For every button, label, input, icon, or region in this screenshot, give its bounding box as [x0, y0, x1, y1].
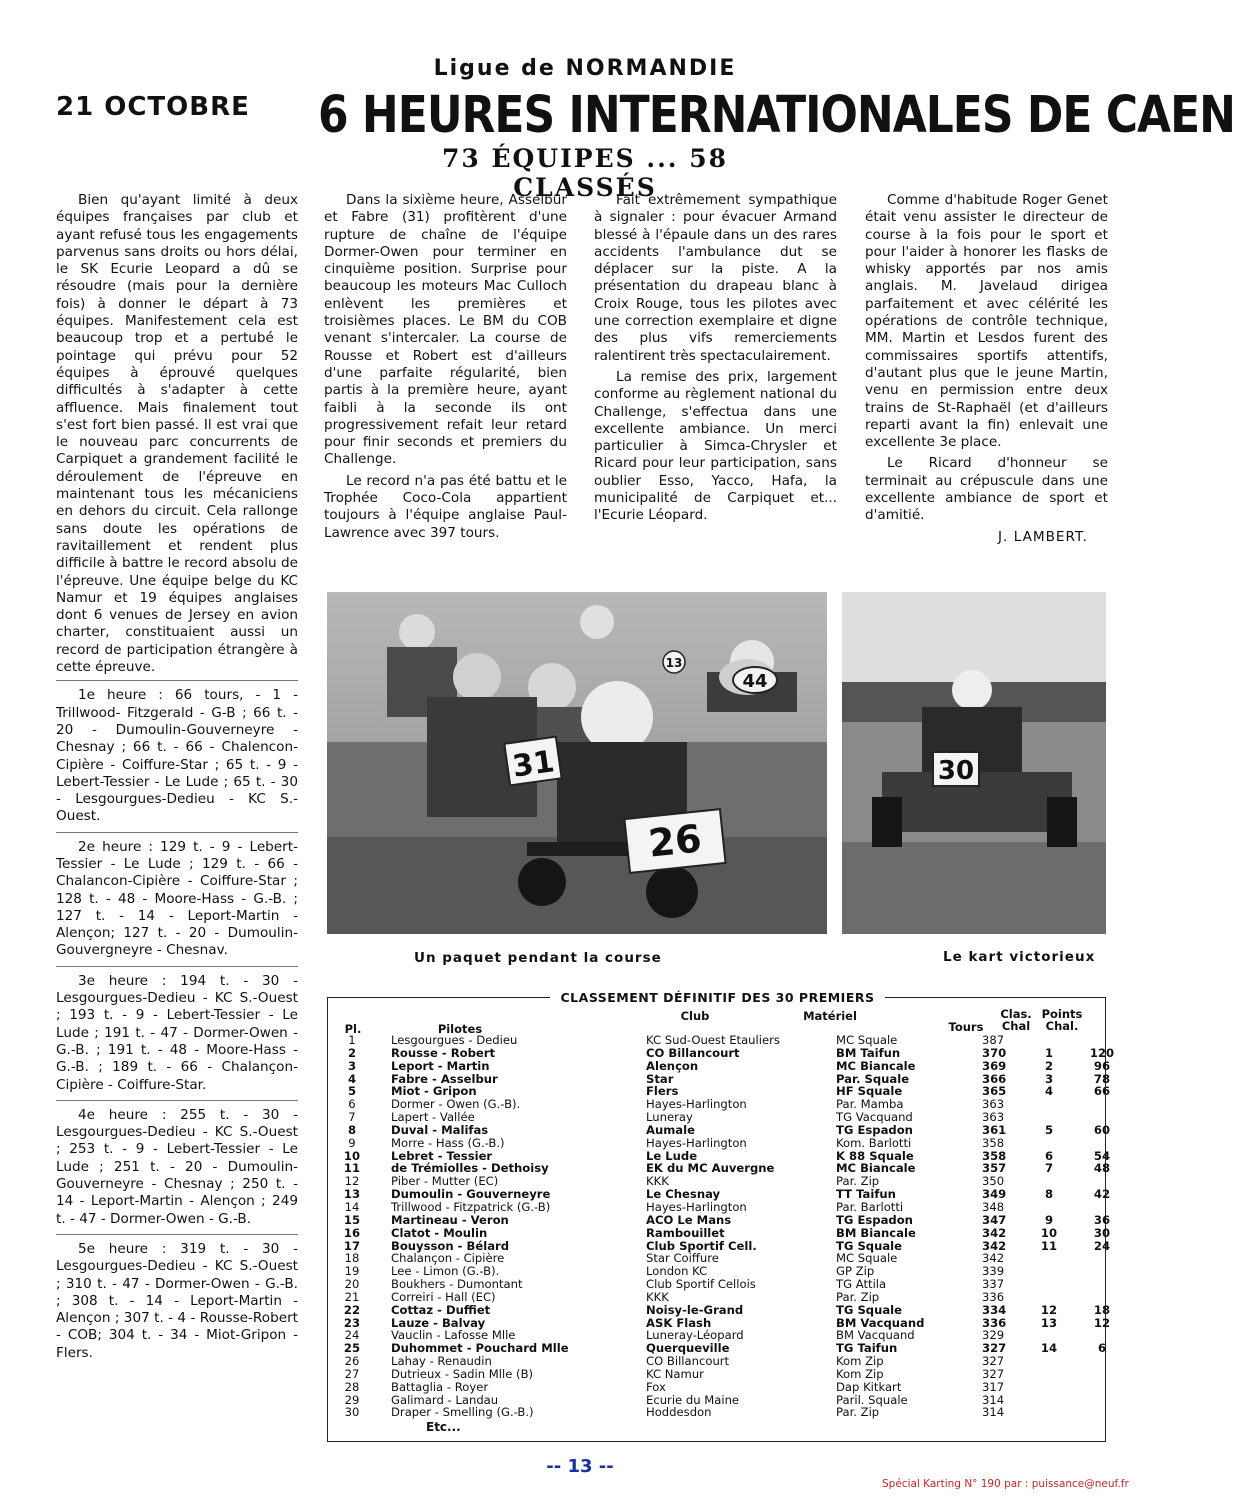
number-plate-30 — [933, 752, 979, 786]
equipment-cell: TG Attila — [836, 1277, 887, 1292]
laps-cell: 358 — [982, 1148, 1007, 1163]
club-cell: Noisy-le-Grand — [646, 1302, 744, 1317]
challenge-rank-cell — [1026, 1201, 1072, 1214]
table-etc: Etc... — [426, 1420, 461, 1434]
equipment-cell: TG Espadon — [836, 1212, 913, 1227]
plate-number: 26 — [646, 816, 704, 866]
equipment-cell: Kom. Barlotti — [836, 1135, 912, 1150]
table-row — [340, 1201, 1132, 1214]
challenge-rank-cell: 3 — [1044, 1071, 1054, 1086]
number-plate-13 — [663, 651, 685, 673]
laps-cell: 327 — [982, 1341, 1007, 1356]
rank-cell: 15 — [343, 1212, 361, 1227]
challenge-points-cell: 24 — [1093, 1238, 1111, 1253]
challenge-points-cell — [1072, 1278, 1132, 1291]
laps-cell: 337 — [982, 1277, 1005, 1292]
header-materiel: Matériel — [803, 1009, 857, 1023]
paragraph: Le record n'a pas été battu et le Trophée Coco-Cola appartient toujours à l'équipe anglaise Paul-Lawrence avec 397 tours. — [324, 472, 567, 541]
equipment-cell: BM Vacquand — [836, 1315, 925, 1330]
laps-cell: 336 — [982, 1289, 1005, 1304]
pilots-cell: Dumoulin - Gouverneyre — [391, 1187, 551, 1202]
number-plate-26 — [624, 809, 725, 873]
club-cell: CO Billancourt — [646, 1045, 740, 1060]
pilots-cell: Draper - Smelling (G.-B.) — [391, 1405, 534, 1420]
plate-number: 44 — [742, 671, 768, 692]
race-photo-illustration — [327, 592, 827, 934]
pilots-cell: Leport - Martin — [391, 1058, 490, 1073]
rank-cell: 8 — [347, 1122, 357, 1137]
winning-kart-photo — [842, 592, 1106, 934]
pilots-cell: Chalançon - Cipière — [391, 1251, 505, 1266]
equipment-cell: MC Squale — [836, 1033, 898, 1047]
challenge-rank-cell: 13 — [1040, 1315, 1058, 1330]
challenge-rank-cell — [1026, 1098, 1072, 1111]
rank-cell: 5 — [347, 1084, 357, 1099]
article-date: 21 OCTOBRE — [56, 92, 250, 122]
laps-cell: 365 — [982, 1084, 1007, 1099]
challenge-rank-cell — [1026, 1265, 1072, 1278]
table-row — [340, 1227, 1132, 1240]
pilots-cell: Duhommet - Pouchard Mlle — [391, 1341, 569, 1356]
laps-cell: 349 — [982, 1187, 1007, 1202]
rank-cell: 12 — [344, 1174, 360, 1189]
pilots-cell: Trillwood - Fitzpatrick (G.-B) — [391, 1199, 551, 1214]
challenge-points-cell — [1072, 1265, 1132, 1278]
rank-cell: 17 — [343, 1238, 361, 1253]
rank-cell: 24 — [344, 1328, 360, 1343]
challenge-points-cell: 30 — [1093, 1225, 1111, 1240]
hour-2-results: 2e heure : 129 t. - 9 - Lebert-Tessier - Le Lude ; 129 t. - 66 - Chalancon-Cipière - Coiffure-Star ; 128 t. - 48 - Moore-Hass - G.-B. ; 127 t. - 14 - Leport-Martin - Alençon; 127 t. - 20 - Dumoulin-Gouvergneyre - Chesnav. — [56, 838, 298, 959]
challenge-rank-cell: 9 — [1044, 1212, 1054, 1227]
table-row — [340, 1355, 1132, 1368]
pilots-cell: Bouysson - Bélard — [391, 1238, 510, 1253]
laps-cell: 342 — [982, 1225, 1007, 1240]
table-row — [340, 1278, 1132, 1291]
rank-cell: 18 — [344, 1251, 360, 1266]
header-clas-chal: Clas. Chal — [1000, 1007, 1032, 1033]
club-cell: ASK Flash — [646, 1315, 712, 1330]
club-cell: Hayes-Harlington — [646, 1199, 747, 1214]
equipment-cell: Kom Zip — [836, 1354, 884, 1369]
divider — [56, 680, 298, 681]
text-column-4 — [865, 192, 1108, 546]
photo-caption-right: Le kart victorieux — [943, 949, 1096, 965]
pilots-cell: Lee - Limon (G.-B). — [391, 1264, 500, 1279]
laps-cell: 314 — [982, 1392, 1005, 1407]
paragraph: Fait extrêmement sympathique à signaler : pour évacuer Armand blessé à l'épaule dans un des rares accidents l'ambulance dut se déplacer sur la piste. A la présentation du drapeau blanc à Croix Rouge, tous les pilotes avec une correction exemplaire et digne des plus vifs remerciements ralentirent très spectaculairement. — [594, 192, 837, 364]
rank-cell: 28 — [344, 1379, 360, 1394]
rank-cell: 26 — [344, 1354, 360, 1369]
challenge-rank-cell: 11 — [1040, 1238, 1058, 1253]
article-subtitle: 73 ÉQUIPES ... 58 CLASSÉS — [441, 144, 729, 202]
club-cell: Flers — [646, 1084, 679, 1099]
club-cell: Le Lude — [646, 1148, 698, 1163]
challenge-rank-cell: 14 — [1040, 1341, 1058, 1356]
challenge-rank-cell — [1026, 1394, 1072, 1407]
club-cell: Club Sportif Cell. — [646, 1238, 757, 1253]
rank-cell: 27 — [344, 1366, 360, 1381]
plate-number: 30 — [937, 756, 975, 786]
number-plate-31 — [504, 737, 561, 786]
club-cell: Aumale — [646, 1122, 695, 1137]
rank-cell: 1 — [348, 1033, 356, 1047]
challenge-points-cell — [1072, 1252, 1132, 1265]
challenge-points-cell — [1072, 1111, 1132, 1124]
laps-cell: 339 — [982, 1264, 1005, 1279]
challenge-rank-cell: 7 — [1044, 1161, 1054, 1176]
plate-number: 13 — [665, 656, 683, 670]
challenge-rank-cell: 1 — [1044, 1045, 1054, 1060]
hour-5-results: 5e heure : 319 t. - 30 - Lesgourgues-Dedieu - KC S.-Ouest ; 310 t. - 47 - Dormer-Owen - G.-B. ; 308 t. - 14 - Leport-Martin - Alençon ; 307 t. - 4 - Rousse-Robert - COB; 304 t. - 34 - Miot-Gripon - Flers. — [56, 1240, 298, 1361]
rank-cell: 25 — [343, 1341, 361, 1356]
race-photo-pack — [327, 592, 827, 934]
pilots-cell: Galimard - Landau — [391, 1392, 499, 1407]
pilots-cell: Vauclin - Lafosse Mlle — [391, 1328, 516, 1343]
pilots-cell: Lauze - Balvay — [391, 1315, 486, 1330]
challenge-points-cell: 18 — [1093, 1302, 1111, 1317]
rank-cell: 9 — [348, 1135, 356, 1150]
laps-cell: 347 — [982, 1212, 1007, 1227]
pilots-cell: Lebret - Tessier — [391, 1148, 493, 1163]
club-cell: KC Sud-Ouest Etauliers — [646, 1033, 780, 1047]
pilots-cell: Lapert - Vallée — [391, 1110, 475, 1125]
equipment-cell: HF Squale — [836, 1084, 903, 1099]
header-pl: Pl. — [344, 1022, 362, 1036]
challenge-points-cell: 6 — [1097, 1341, 1107, 1356]
equipment-cell: TT Taifun — [836, 1187, 896, 1202]
rank-cell: 23 — [343, 1315, 361, 1330]
club-cell: KC Namur — [646, 1366, 704, 1381]
rank-cell: 2 — [347, 1045, 357, 1060]
laps-cell: 327 — [982, 1354, 1005, 1369]
club-cell: Querqueville — [646, 1341, 730, 1356]
laps-cell: 361 — [982, 1122, 1007, 1137]
equipment-cell: Par. Mamba — [836, 1097, 904, 1112]
challenge-points-cell: 78 — [1093, 1071, 1111, 1086]
club-cell: CO Billancourt — [646, 1354, 730, 1369]
table-row — [340, 1060, 1132, 1073]
pilots-cell: Correiri - Hall (EC) — [391, 1289, 496, 1304]
equipment-cell: Par. Zip — [836, 1289, 880, 1304]
rank-cell: 30 — [344, 1405, 360, 1420]
winning-kart-illustration — [842, 592, 1106, 934]
club-cell: Rambouillet — [646, 1225, 725, 1240]
pilots-cell: Miot - Gripon — [391, 1084, 477, 1099]
challenge-points-cell — [1072, 1098, 1132, 1111]
equipment-cell: BM Biancale — [836, 1225, 916, 1240]
equipment-cell: GP Zip — [836, 1264, 875, 1279]
challenge-points-cell — [1072, 1291, 1132, 1304]
equipment-cell: TG Vacquand — [836, 1110, 913, 1125]
pilots-cell: Boukhers - Dumontant — [391, 1277, 523, 1292]
hour-1-results: 1e heure : 66 tours, - 1 - Trillwood- Fitzgerald - G-B ; 66 t. - 20 - Dumoulin-Gouverneyre - Chesnay ; 66 t. - 66 - Chalencon-Cipière - Coiffure-Star ; 65 t. - 9 - Lebert-Tessier - Le Lude ; 65 t. - 30 - Lesgourgues-Dedieu - KC S.-Ouest. — [56, 687, 298, 825]
pilots-cell: Rousse - Robert — [391, 1045, 496, 1060]
table-row — [340, 1304, 1132, 1317]
table-row — [340, 1406, 1132, 1419]
ranking-table — [340, 1034, 1132, 1419]
equipment-cell: Kom Zip — [836, 1366, 884, 1381]
photo-caption-left: Un paquet pendant la course — [414, 950, 662, 966]
challenge-rank-cell: 12 — [1040, 1302, 1058, 1317]
equipment-cell: BM Taifun — [836, 1045, 901, 1060]
paragraph: Comme d'habitude Roger Genet était venu assister le directeur de course à la fois pour le sport et pour l'aider à honorer les flasks de whisky apportés par nos amis anglais. M. Javelaud dirigea parfaitement et avec célérité les opérations de contrôle technique, MM. Martin et Lesdos furent des commissaires sportifs attentifs, d'autant plus que le jeune Martin, venu en permission entre deux trains de St-Raphaël (et d'ailleurs reparti avant la fin) enlevait une excellente 3e place. — [865, 192, 1108, 451]
rank-cell: 6 — [348, 1097, 356, 1112]
club-cell: Hayes-Harlington — [646, 1135, 747, 1150]
laps-cell: 387 — [982, 1033, 1005, 1047]
challenge-rank-cell — [1026, 1406, 1072, 1419]
club-cell: Luneray — [646, 1110, 693, 1125]
ranking-table-body — [340, 1034, 1132, 1419]
divider — [56, 1234, 298, 1235]
laps-cell: 358 — [982, 1135, 1005, 1150]
header-pilotes: Pilotes — [437, 1022, 483, 1036]
laps-cell: 342 — [982, 1251, 1005, 1266]
rank-cell: 16 — [343, 1225, 361, 1240]
paragraph: Dans la sixième heure, Asselbur et Fabre (31) profitèrent d'une rupture de chaîne de l'équipe Dormer-Owen pour terminer en cinquième position. Surprise pour beaucoup les moteurs Mac Culloch enlèvent les premières et troisièmes places. Le BM du COB venant s'intercaler. La course de Rousse et Robert est d'ailleurs d'une parfaite régularité, bien partis à la première heure, ayant faibli à la seconde ils ont progressivement refait leur retard pour finir seconds et premiers du Challenge. — [324, 192, 567, 468]
challenge-points-cell: 36 — [1093, 1212, 1111, 1227]
challenge-rank-cell — [1026, 1381, 1072, 1394]
pilots-cell: Duval - Malifas — [391, 1122, 489, 1137]
paragraph: Le Ricard d'honneur se terminait au crépuscule dans une excellente ambiance de sport et d'amitié. — [865, 455, 1108, 524]
divider — [56, 1100, 298, 1101]
header-club: Club — [680, 1009, 710, 1023]
laps-cell: 366 — [982, 1071, 1007, 1086]
challenge-points-cell — [1072, 1201, 1132, 1214]
pilots-cell: de Trémiolles - Dethoisy — [391, 1161, 549, 1176]
challenge-rank-cell: 10 — [1040, 1225, 1058, 1240]
club-cell: London KC — [646, 1264, 708, 1279]
rank-cell: 10 — [343, 1148, 361, 1163]
challenge-points-cell: 12 — [1093, 1315, 1111, 1330]
table-row — [340, 1111, 1132, 1124]
table-row — [340, 1291, 1132, 1304]
challenge-points-cell — [1072, 1368, 1132, 1381]
pilots-cell: Lesgourgues - Dedieu — [391, 1033, 518, 1047]
challenge-points-cell — [1072, 1406, 1132, 1419]
rank-cell: 29 — [344, 1392, 360, 1407]
challenge-rank-cell — [1026, 1111, 1072, 1124]
rank-cell: 19 — [344, 1264, 360, 1279]
club-cell: Star Coiffure — [646, 1251, 719, 1266]
club-cell: Hayes-Harlington — [646, 1097, 747, 1112]
laps-cell: 336 — [982, 1315, 1007, 1330]
equipment-cell: TG Squale — [836, 1302, 903, 1317]
challenge-rank-cell: 4 — [1044, 1084, 1054, 1099]
intro-paragraph: Bien qu'ayant limité à deux équipes françaises par club et ayant refusé tous les engagements parvenus sans droits ou hors délai, le SK Ecurie Leopard a dû se résoudre (mais pour la dernière fois) à donner le départ à 73 équipes. Manifestement cela est beaucoup trop et a pertubé le pointage qui prévu pour 52 équipes à éprouvé quelques difficultés à s'adapter à cette affluence. Mais finalement tout s'est fort bien passé. Il est vrai que le nouveau parc concurrents de Carpiquet a grandement facilité le déroulement de l'épreuve en maintenant tous les mécaniciens en dehors du circuit. Cela rallonge sans doute les opérations de ravitaillement et rendent plus difficile à battre le record absolu de l'épreuve. Une équipe belge du KC Namur et 19 équipes anglaises dont 6 venues de Jersey en avion charter, constituaient aussi un record de participation étrangère à cette épreuve. — [56, 192, 298, 676]
challenge-points-cell — [1072, 1034, 1132, 1047]
table-row — [340, 1137, 1132, 1150]
laps-cell: 350 — [982, 1174, 1005, 1189]
challenge-rank-cell — [1026, 1137, 1072, 1150]
challenge-rank-cell — [1026, 1368, 1072, 1381]
laps-cell: 363 — [982, 1110, 1005, 1125]
rank-cell: 14 — [344, 1199, 360, 1214]
divider — [56, 966, 298, 967]
page-number: -- 13 -- — [546, 1456, 614, 1477]
equipment-cell: MC Biancale — [836, 1058, 916, 1073]
pilots-cell: Martineau - Veron — [391, 1212, 509, 1227]
laps-cell: 370 — [982, 1045, 1007, 1060]
table-row — [340, 1214, 1132, 1227]
challenge-points-cell: 66 — [1093, 1084, 1111, 1099]
challenge-rank-cell — [1026, 1278, 1072, 1291]
number-plate-44 — [733, 667, 777, 693]
equipment-cell: TG Squale — [836, 1238, 903, 1253]
equipment-cell: Par. Squale — [836, 1071, 910, 1086]
header-tours: Tours — [948, 1020, 984, 1034]
club-cell: Ecurie du Maine — [646, 1392, 740, 1407]
laps-cell: 327 — [982, 1366, 1005, 1381]
rank-cell: 13 — [343, 1187, 361, 1202]
challenge-rank-cell — [1026, 1291, 1072, 1304]
equipment-cell: TG Taifun — [836, 1341, 898, 1356]
equipment-cell: Paril. Squale — [836, 1392, 908, 1407]
equipment-cell: K 88 Squale — [836, 1148, 914, 1163]
table-row — [340, 1034, 1132, 1047]
club-cell: KKK — [646, 1289, 669, 1304]
author-signature: J. LAMBERT. — [998, 528, 1088, 545]
equipment-cell: Par. Barlotti — [836, 1199, 904, 1214]
club-cell: KKK — [646, 1174, 669, 1189]
rank-cell: 4 — [347, 1071, 357, 1086]
equipment-cell: Par. Zip — [836, 1174, 880, 1189]
equipment-cell: BM Vacquand — [836, 1328, 915, 1343]
scan-credit: Spécial Karting N° 190 par : puissance@neuf.fr — [882, 1478, 1129, 1490]
plate-number: 31 — [510, 744, 557, 785]
pilots-cell: Morre - Hass (G.-B.) — [391, 1135, 505, 1150]
table-row — [340, 1368, 1132, 1381]
challenge-points-cell: 120 — [1089, 1045, 1115, 1060]
laps-cell: 342 — [982, 1238, 1007, 1253]
club-cell: Club Sportif Cellois — [646, 1277, 756, 1292]
challenge-points-cell: 60 — [1093, 1122, 1111, 1137]
laps-cell: 369 — [982, 1058, 1007, 1073]
club-cell: Hoddesdon — [646, 1405, 712, 1420]
article-title: 6 HEURES INTERNATIONALES DE CAEN — [318, 86, 1235, 145]
rank-cell: 3 — [347, 1058, 357, 1073]
challenge-rank-cell: 2 — [1044, 1058, 1054, 1073]
equipment-cell: TG Espadon — [836, 1122, 913, 1137]
hour-4-results: 4e heure : 255 t. - 30 - Lesgourgues-Dedieu - KC S.-Ouest ; 253 t. - 9 - Lebert-Tessier - Le Lude ; 251 t. - 20 - Dumoulin-Gouverneyre - Chesnay ; 250 t. - 14 - Leport-Martin - Alençon ; 249 t. - 47 - Dormer-Owen - G.-B. — [56, 1106, 298, 1227]
equipment-cell: Par. Zip — [836, 1405, 880, 1420]
club-cell: Luneray-Léopard — [646, 1328, 744, 1343]
pilots-cell: Battaglia - Royer — [391, 1379, 489, 1394]
challenge-points-cell — [1072, 1137, 1132, 1150]
challenge-rank-cell — [1026, 1355, 1072, 1368]
rank-cell: 21 — [344, 1289, 360, 1304]
equipment-cell: Dap Kitkart — [836, 1379, 902, 1394]
table-row — [340, 1381, 1132, 1394]
header-points-chal: Points Chal. — [1041, 1007, 1083, 1033]
challenge-points-cell: 54 — [1093, 1148, 1111, 1163]
rank-cell: 11 — [343, 1161, 361, 1176]
pilots-cell: Dormer - Owen (G.-B). — [391, 1097, 521, 1112]
laps-cell: 357 — [982, 1161, 1007, 1176]
laps-cell: 334 — [982, 1302, 1007, 1317]
pilots-cell: Cottaz - Duffiet — [391, 1302, 491, 1317]
challenge-rank-cell — [1026, 1034, 1072, 1047]
rank-cell: 20 — [344, 1277, 360, 1292]
pilots-cell: Clatot - Moulin — [391, 1225, 488, 1240]
equipment-cell: MC Squale — [836, 1251, 898, 1266]
challenge-points-cell — [1072, 1381, 1132, 1394]
club-cell: Le Chesnay — [646, 1187, 721, 1202]
laps-cell: 314 — [982, 1405, 1005, 1420]
laps-cell: 363 — [982, 1097, 1005, 1112]
laps-cell: 348 — [982, 1199, 1005, 1214]
equipment-cell: MC Biancale — [836, 1161, 916, 1176]
club-cell: Star — [646, 1071, 674, 1086]
club-cell: Alençon — [646, 1058, 699, 1073]
laps-cell: 317 — [982, 1379, 1005, 1394]
challenge-rank-cell: 5 — [1044, 1122, 1054, 1137]
pilots-cell: Dutrieux - Sadin Mlle (B) — [391, 1366, 534, 1381]
league-heading: Ligue de NORMANDIE — [433, 56, 737, 81]
hour-3-results: 3e heure : 194 t. - 30 - Lesgourgues-Dedieu - KC S.-Ouest ; 193 t. - 9 - Lebert-Tessier - Le Lude ; 191 t. - 47 - Dormer-Owen - G.-B. ; 191 t. - 48 - Moore-Hass - G.-B. ; 189 t. - 66 - Chalançon-Cipière - Coiffure-Star. — [56, 972, 298, 1093]
paragraph: La remise des prix, largement conforme au règlement national du Challenge, s'effectua dans une excellente ambiance. Un merci particulier à Simca-Chrysler et Ricard pour leur participation, sans oublier Esso, Yacco, Hafa, la municipalité de Carpiquet et... l'Ecurie Léopard. — [594, 368, 837, 524]
text-column-1 — [56, 192, 298, 1368]
table-row — [340, 1047, 1132, 1060]
text-column-2 — [324, 192, 567, 546]
challenge-rank-cell: 8 — [1044, 1187, 1054, 1202]
ranking-title: CLASSEMENT DÉFINITIF DES 30 PREMIERS — [550, 990, 885, 1005]
pilots-cell: Fabre - Asselbur — [391, 1071, 498, 1086]
text-column-3 — [594, 192, 837, 529]
challenge-rank-cell: 6 — [1044, 1148, 1054, 1163]
rank-cell: 22 — [343, 1302, 361, 1317]
challenge-points-cell — [1072, 1394, 1132, 1407]
rank-cell: 7 — [348, 1110, 356, 1125]
challenge-points-cell — [1072, 1355, 1132, 1368]
challenge-points-cell: 48 — [1093, 1161, 1111, 1176]
laps-cell: 329 — [982, 1328, 1005, 1343]
club-cell: EK du MC Auvergne — [646, 1161, 775, 1176]
club-cell: ACO Le Mans — [646, 1212, 732, 1227]
divider — [56, 832, 298, 833]
pilots-cell: Piber - Mutter (EC) — [391, 1174, 499, 1189]
club-cell: Fox — [646, 1379, 666, 1394]
table-row — [340, 1124, 1132, 1137]
challenge-points-cell: 42 — [1093, 1187, 1111, 1202]
challenge-rank-cell — [1026, 1252, 1072, 1265]
challenge-points-cell: 96 — [1093, 1058, 1111, 1073]
pilots-cell: Lahay - Renaudin — [391, 1354, 492, 1369]
